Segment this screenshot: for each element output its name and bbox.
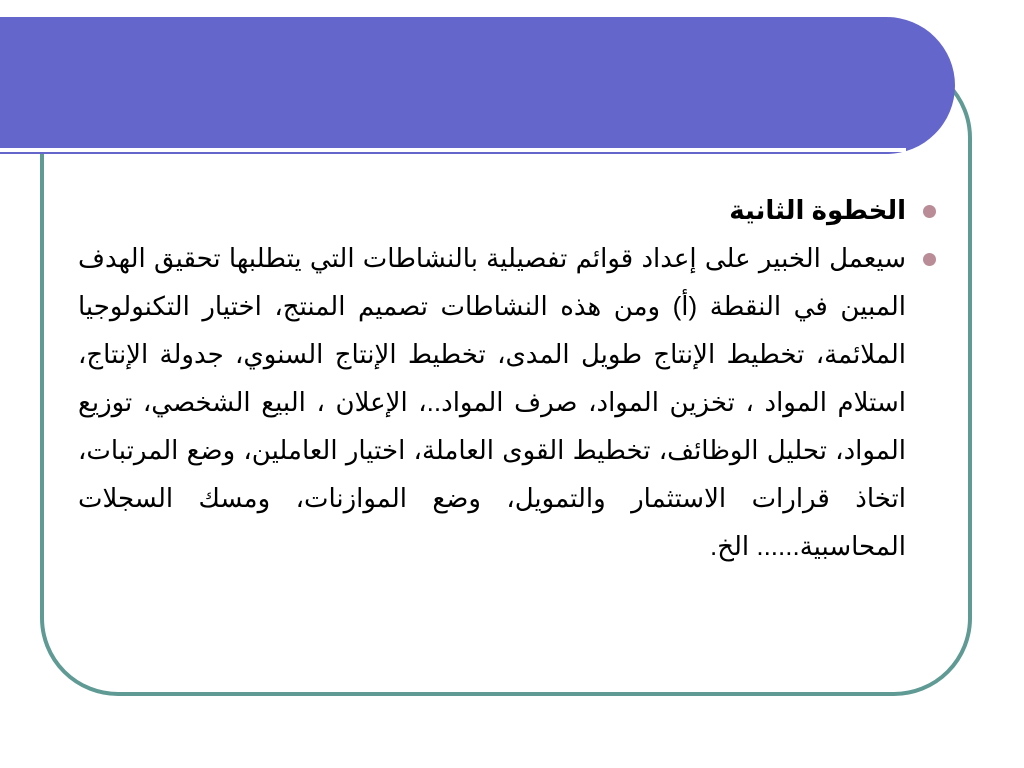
step-description: سيعمل الخبير على إعداد قوائم تفصيلية بالنشاطات التي يتطلبها تحقيق الهدف المبين في النقطة (أ) ومن هذه النشاطات تصميم المنتج، اختيار التكنولوجيا الملائمة، تخطيط الإنتاج طويل المدى، تخطيط الإنتاج السنوي، جدولة الإنتاج، استلام المواد ، تخزين المواد، صرف المواد..، الإعلان ، البيع الشخصي، توزيع المواد، تحليل الوظائف، تخطيط القوى العاملة، اختيار العاملين، وضع المرتبات، اتخاذ قرارات الاستثمار والتمويل، وضع الموازنات، ومسك السجلات المحاسبية...... الخ. bbox=[78, 243, 906, 561]
bullet-item-heading bbox=[78, 186, 946, 234]
bullet-list bbox=[78, 186, 946, 570]
step-heading: الخطوة الثانية bbox=[729, 195, 906, 225]
bullet-dot-icon bbox=[923, 205, 936, 218]
banner-divider-line bbox=[0, 148, 906, 152]
header-banner bbox=[0, 17, 955, 154]
bullet-dot-icon bbox=[923, 253, 936, 266]
bullet-item-body bbox=[78, 234, 946, 570]
